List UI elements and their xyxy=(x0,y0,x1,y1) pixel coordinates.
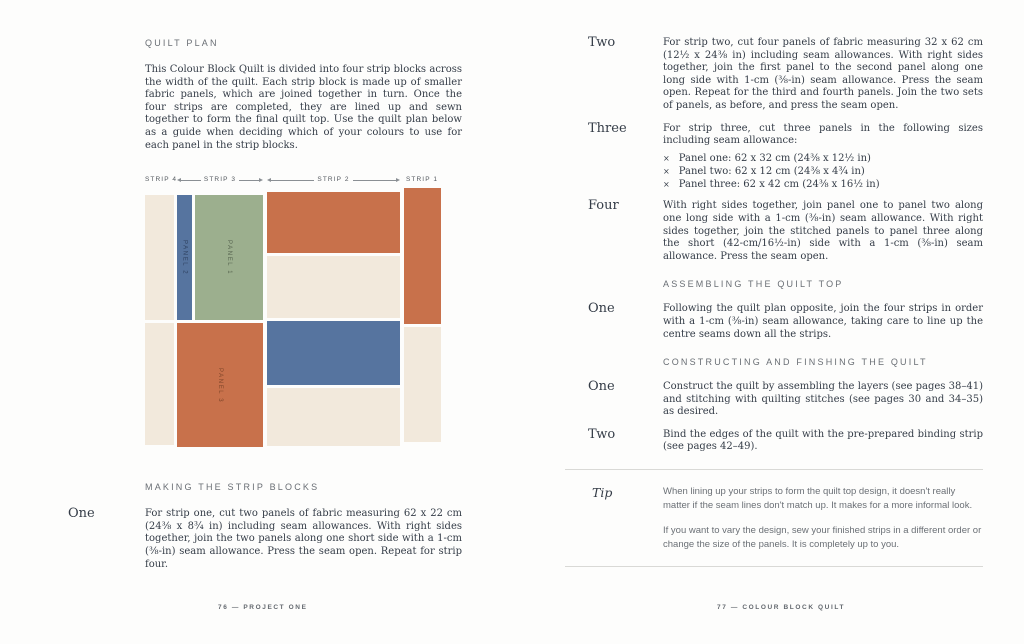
quilt-plan-diagram xyxy=(145,188,441,448)
quilt-panel-3-orange xyxy=(177,323,263,447)
tip-section xyxy=(565,485,983,563)
strip-4-label: STRIP 4 xyxy=(145,176,178,184)
left-page-footer: 76 — PROJECT ONE xyxy=(218,604,308,611)
assembling-heading: ASSEMBLING THE QUILT TOP xyxy=(663,279,844,290)
step-text: Construct the quilt by assembling the layers (see pages 38–41) and stitching with quilting stitches (see pages 30 and 34–35) as desired. xyxy=(663,381,983,418)
step-number: Three xyxy=(588,120,627,136)
intro-paragraph: This Colour Block Quilt is divided into four strip blocks across the width of the quilt. Each strip block is made up of smaller fabric panels, which are joined together in turn. Once the four strips are completed, they are lined up and sewn together to form the final quilt top. Use the quilt plan below as a guide when deciding which of your colours to use for each panel in the strip blocks. xyxy=(145,64,462,151)
cross-bullet-icon: × xyxy=(663,166,670,176)
quilt-panel-2-blue xyxy=(177,195,192,320)
strip-3-label: STRIP 3 xyxy=(203,176,237,184)
step-text: For strip two, cut four panels of fabric measuring 32 x 62 cm (12½ x 24⅜ in) including seam allowances. With right sides together, join the first panel to the second panel along one long side with 1-cm (⅜-in) seam allowance. Press the seam open. Repeat for the third and fourth panels. Join the two sets of panels, as before, and press the seam open. xyxy=(663,37,983,111)
panel-2-label: PANEL 2 xyxy=(181,240,188,276)
tip-text xyxy=(663,485,983,563)
list-item-text: Panel three: 62 x 42 cm (24⅜ x 16½ in) xyxy=(678,179,880,191)
constructing-heading: CONSTRUCTING AND FINSHING THE QUILT xyxy=(663,357,928,368)
step-row xyxy=(565,122,983,148)
step-row xyxy=(68,507,462,571)
panel-3-label: PANEL 3 xyxy=(217,367,223,403)
panel-size-list xyxy=(663,152,983,192)
quilt-panel-orange xyxy=(404,188,441,324)
quilt-panel-blue xyxy=(267,321,400,385)
step-text: Bind the edges of the quilt with the pre-prepared binding strip (see pages 42–49). xyxy=(663,428,983,453)
step-number: Two xyxy=(588,35,616,50)
quilt-panel-1-green xyxy=(195,195,263,320)
cross-bullet-icon: × xyxy=(663,180,670,190)
list-item xyxy=(663,152,983,165)
quilt-panel-cream xyxy=(267,256,400,318)
step-number: Four xyxy=(588,198,619,214)
arrow-line xyxy=(353,180,396,181)
panel-1-label: PANEL 1 xyxy=(226,240,232,276)
quilt-plan-heading: QUILT PLAN xyxy=(145,38,219,48)
strip-1-label: STRIP 1 xyxy=(406,176,439,184)
left-page xyxy=(68,0,462,571)
divider-line xyxy=(565,469,983,470)
step-row xyxy=(565,36,983,113)
quilt-panel-orange xyxy=(267,192,400,253)
strip-2-label: STRIP 2 xyxy=(317,176,350,184)
step-text: For strip three, cut three panels in the following sizes including seam allowance: xyxy=(663,122,983,147)
arrow-right-icon xyxy=(259,178,263,182)
step-text: With right sides together, join panel one to panel two along one long side with a 1-cm (⅜-in) seam allowance. With right sides together, join the stitched panels to panel three along the short (42-cm/16½-in) side with a 1-cm (⅜-in) seam allowance. Press the seam open. xyxy=(663,200,983,262)
list-item xyxy=(663,178,983,191)
list-item-text: Panel one: 62 x 32 cm (24⅜ x 12½ in) xyxy=(678,152,871,164)
right-page-footer: 77 — COLOUR BLOCK QUILT xyxy=(717,604,846,611)
step-number: One xyxy=(68,506,95,522)
list-item xyxy=(663,165,983,178)
step-number: Two xyxy=(588,426,616,442)
quilt-panel-cream xyxy=(145,323,174,445)
step-row xyxy=(565,199,983,263)
strip-2-arrow-span xyxy=(267,175,400,185)
list-item-text: Panel two: 62 x 12 cm (24⅜ x 4¾ in) xyxy=(678,165,865,177)
quilt-panel-cream xyxy=(267,388,400,446)
cross-bullet-icon: × xyxy=(663,153,670,163)
step-row xyxy=(565,380,983,419)
step-row xyxy=(565,428,983,454)
making-strip-blocks-heading: MAKING THE STRIP BLOCKS xyxy=(145,482,320,493)
arrow-line xyxy=(181,180,201,181)
tip-label: Tip xyxy=(592,485,613,501)
tip-paragraph: If you want to vary the design, sew your finished strips in a different order or change the size of the panels. It is completely up to you. xyxy=(663,525,982,550)
step-text: Following the quilt plan opposite, join the four strips in order with a 1-cm (⅜-in) seam allowance, taking care to line up the centre seams down all the strips. xyxy=(663,303,983,340)
arrow-right-icon xyxy=(396,178,400,182)
step-number: One xyxy=(588,301,615,317)
quilt-panel-cream xyxy=(404,327,441,442)
step-number: One xyxy=(588,379,615,395)
right-page xyxy=(565,36,983,582)
step-text: For strip one, cut two panels of fabric measuring 62 x 22 cm (24⅜ x 8¾ in) including seam allowances. With right sides together, join the two panels along one short side with a 1-cm (⅜-in) seam allowance. Press the seam open. Repeat for strip four. xyxy=(145,508,462,570)
step-row xyxy=(565,302,983,341)
strip-labels-row xyxy=(145,175,441,185)
arrow-line xyxy=(271,180,314,181)
quilt-panel-cream xyxy=(145,195,174,320)
arrow-line xyxy=(239,180,259,181)
tip-paragraph: When lining up your strips to form the quilt top design, it doesn't really matter if the seam lines don't match up. It makes for a more informal look. xyxy=(663,486,973,511)
strip-3-arrow-span xyxy=(177,175,263,185)
divider-line xyxy=(565,566,983,567)
